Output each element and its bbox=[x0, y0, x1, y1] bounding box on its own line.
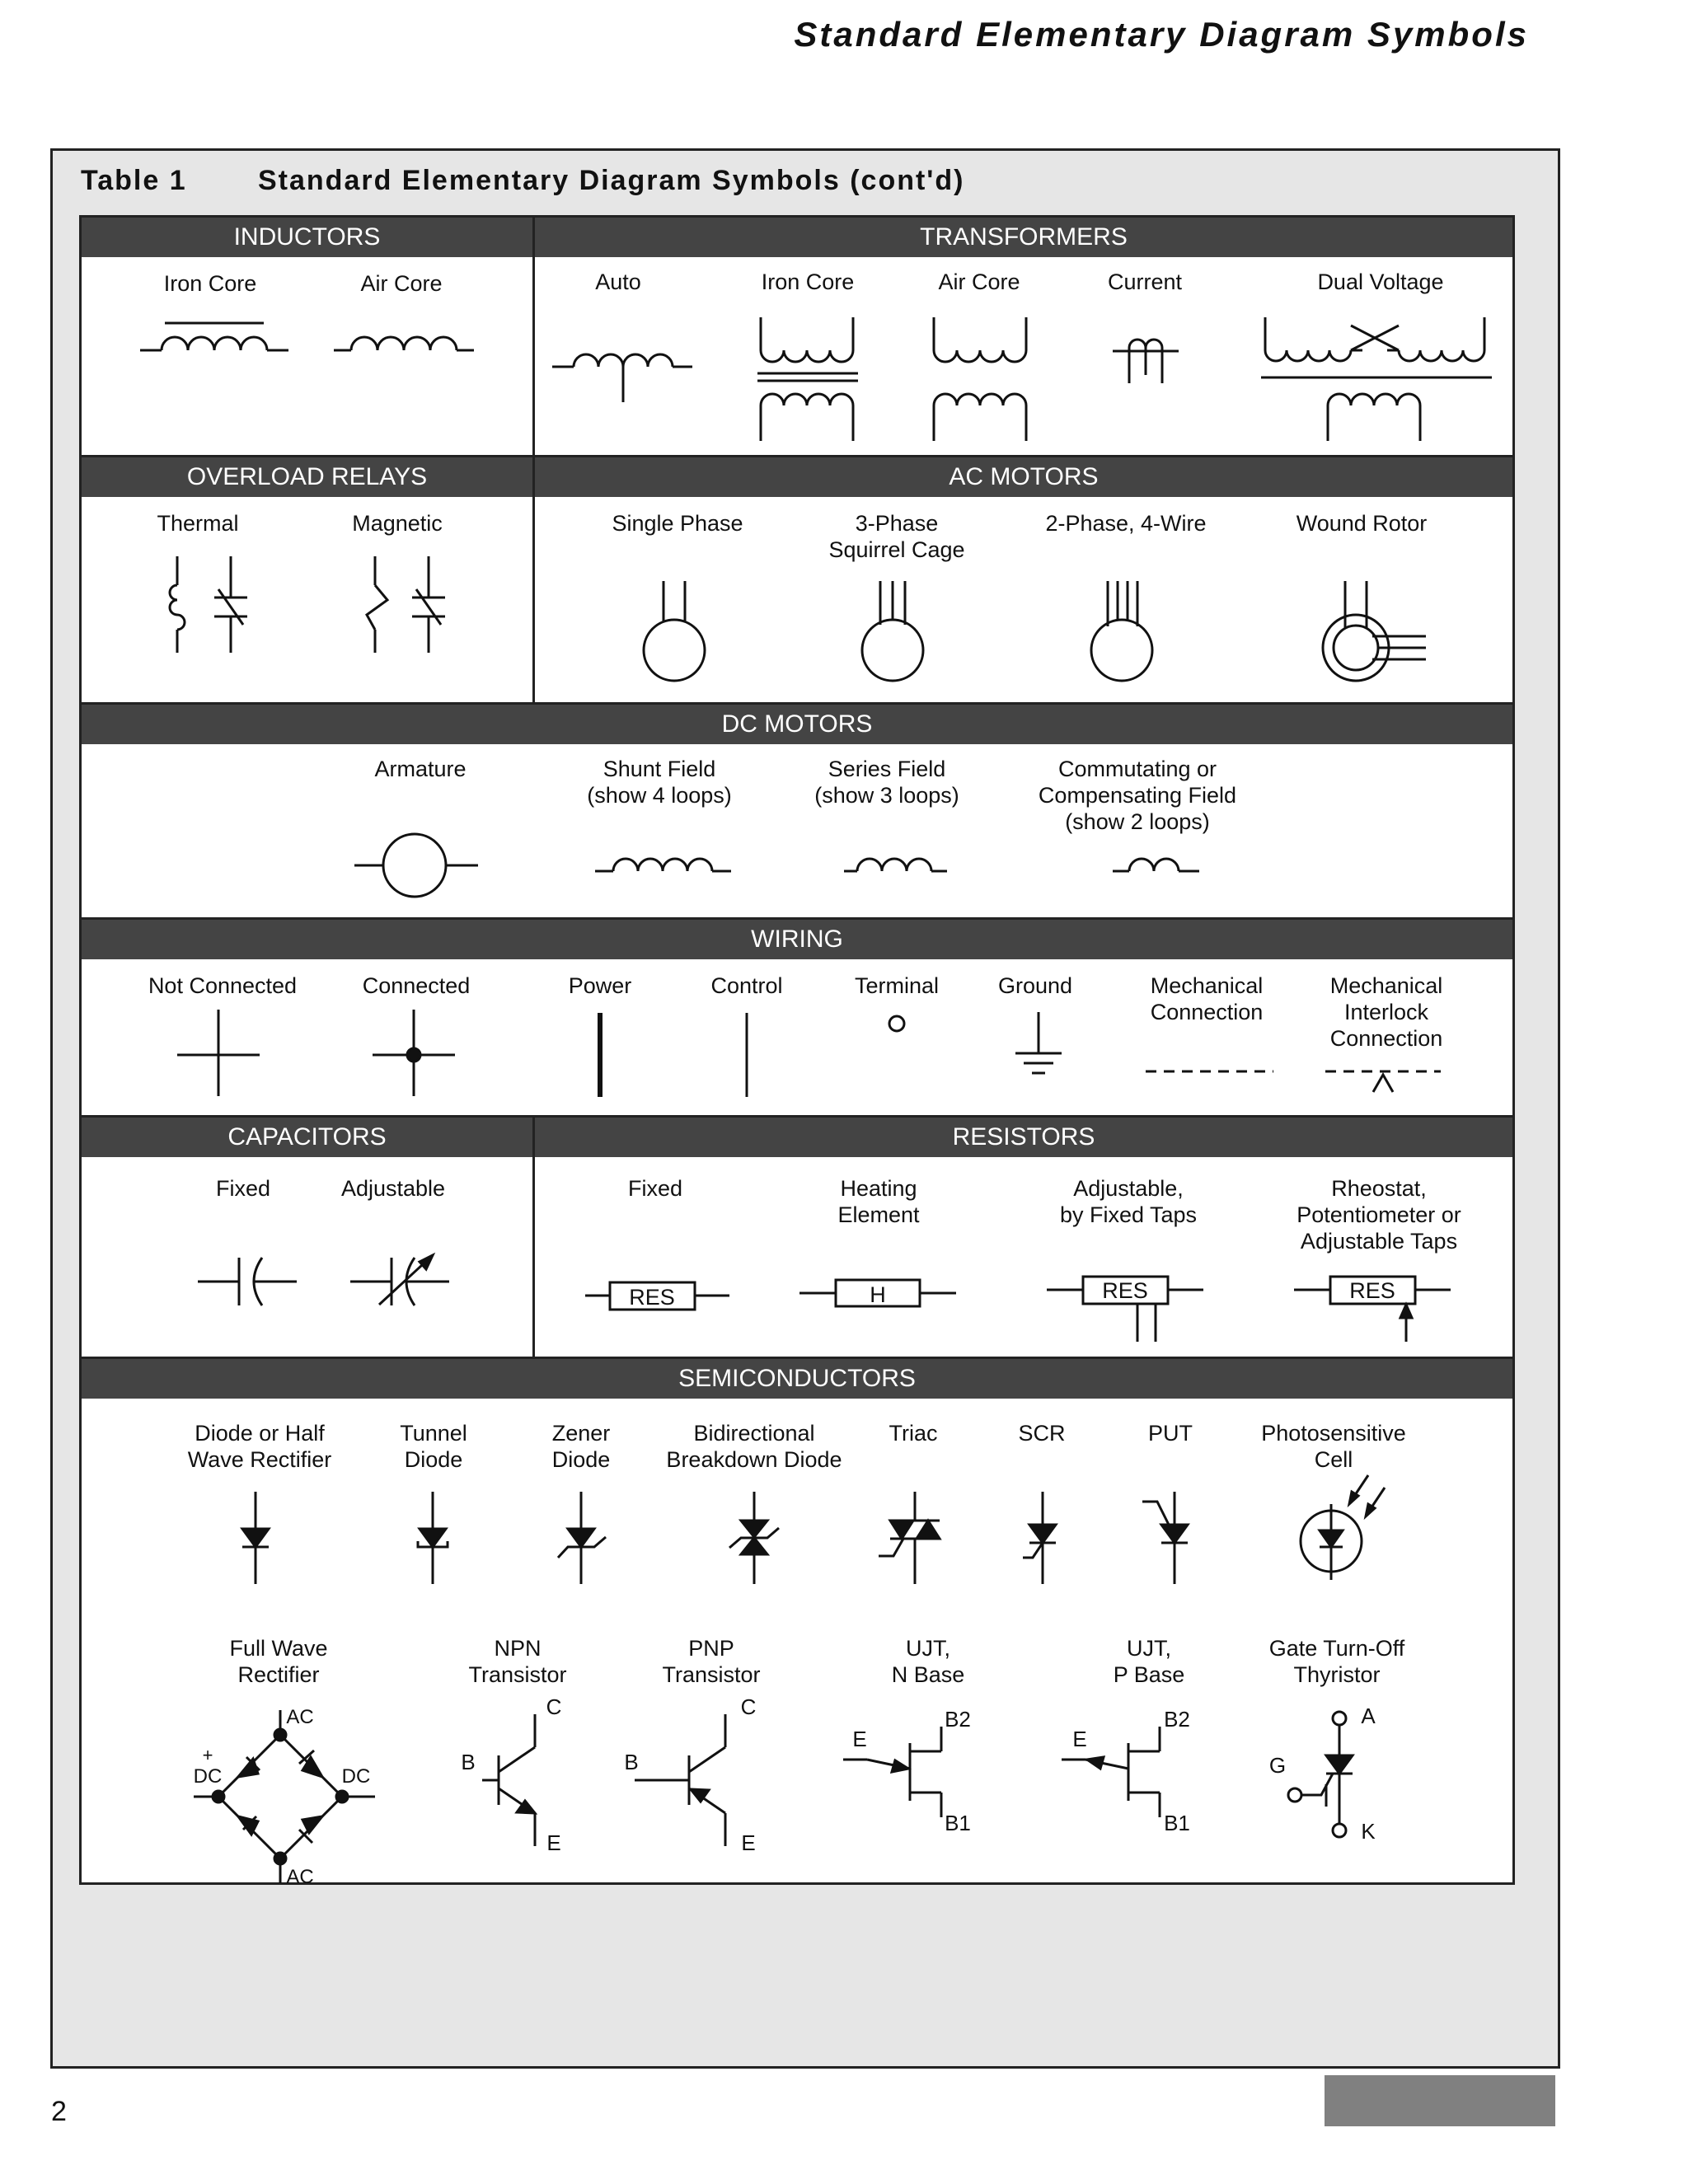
connected-symbol bbox=[373, 1010, 455, 1096]
zener-diode-symbol bbox=[548, 1492, 614, 1586]
label-wiring-ground: Ground bbox=[997, 973, 1073, 998]
label-resistor-fixed: Fixed bbox=[627, 1176, 683, 1201]
not-connected-symbol bbox=[177, 1010, 260, 1096]
fixed-resistor-symbol bbox=[585, 1277, 729, 1315]
label-resistor-rheostat: Rheostat, Potentiometer or Adjustable Taps bbox=[1296, 1176, 1461, 1254]
row-divider bbox=[82, 702, 1512, 705]
pin-gto-k: K bbox=[1361, 1819, 1376, 1844]
label-wiring-not-connected: Not Connected bbox=[148, 973, 298, 998]
label-overload-magnetic: Magnetic bbox=[352, 511, 443, 536]
label-wiring-mechanical-interlock: Mechanical Interlock Connection bbox=[1329, 973, 1443, 1051]
row-divider bbox=[82, 1115, 1512, 1118]
label-transformer-air-core: Air Core bbox=[938, 269, 1020, 294]
ac-motors-header: AC MOTORS bbox=[535, 457, 1512, 497]
column-divider bbox=[532, 218, 535, 457]
table-caption bbox=[81, 165, 964, 197]
diode-symbol bbox=[231, 1492, 280, 1586]
label-pnp-transistor: PNP Transistor bbox=[662, 1636, 761, 1687]
series-field-symbol bbox=[844, 845, 947, 878]
label-transformer-auto: Auto bbox=[595, 269, 641, 294]
label-wiring-connected: Connected bbox=[362, 973, 471, 998]
label-capacitor-fixed: Fixed bbox=[215, 1176, 271, 1201]
page-number: 2 bbox=[51, 2096, 67, 2127]
photosensitive-cell-symbol bbox=[1290, 1471, 1389, 1586]
resistors-header: RESISTORS bbox=[535, 1118, 1512, 1157]
thermal-overload-symbol bbox=[161, 552, 260, 659]
label-ujt-p-base: UJT, P Base bbox=[1113, 1636, 1185, 1687]
rheostat-text: RES bbox=[1349, 1278, 1395, 1303]
current-transformer-symbol bbox=[1113, 330, 1179, 387]
tunnel-diode-symbol bbox=[408, 1492, 457, 1586]
iron-core-inductor-symbol bbox=[140, 313, 288, 363]
mechanical-connection-symbol bbox=[1146, 1067, 1273, 1076]
pin-npn-c: C bbox=[546, 1694, 562, 1719]
label-transformer-current: Current bbox=[1107, 269, 1183, 294]
single-phase-motor-symbol bbox=[639, 577, 713, 684]
label-dc-commutating-field: Commutating or Compensating Field (show 2 loops) bbox=[1038, 757, 1237, 834]
label-put: PUT bbox=[1148, 1421, 1193, 1446]
inductors-header: INDUCTORS bbox=[82, 218, 532, 257]
pin-ac-top: AC bbox=[286, 1706, 314, 1728]
transformers-header: TRANSFORMERS bbox=[535, 218, 1512, 257]
label-dc-series-field: Series Field (show 3 loops) bbox=[814, 757, 959, 808]
iron-core-transformer-symbol bbox=[754, 313, 861, 445]
heating-element-text: H bbox=[870, 1282, 886, 1307]
adjustable-capacitor-symbol bbox=[350, 1249, 449, 1310]
put-symbol bbox=[1137, 1492, 1203, 1586]
air-core-transformer-symbol bbox=[927, 313, 1034, 445]
commutating-field-symbol bbox=[1113, 845, 1199, 878]
label-photosensitive-cell: Photosensitive Cell bbox=[1261, 1421, 1406, 1472]
heating-element-symbol bbox=[799, 1275, 956, 1312]
terminal-symbol bbox=[887, 1014, 907, 1033]
pin-ujt-p-b1: B1 bbox=[1164, 1811, 1190, 1835]
page-header: Standard Elementary Diagram Symbols bbox=[794, 15, 1529, 54]
label-diode: Diode or Half Wave Rectifier bbox=[187, 1421, 332, 1472]
tapped-resistor-symbol bbox=[1047, 1272, 1203, 1346]
pin-ujt-n-b1: B1 bbox=[945, 1811, 971, 1835]
control-wire-symbol bbox=[738, 1010, 755, 1100]
dc-motors-header: DC MOTORS bbox=[82, 705, 1512, 744]
pin-gto-g: G bbox=[1268, 1753, 1287, 1778]
pin-npn-b: B bbox=[461, 1750, 476, 1774]
bidirectional-diode-symbol bbox=[721, 1492, 787, 1586]
label-resistor-adjustable-taps: Adjustable, by Fixed Taps bbox=[1059, 1176, 1198, 1227]
full-wave-rectifier-symbol bbox=[185, 1698, 383, 1896]
row-divider bbox=[82, 1357, 1512, 1359]
mechanical-interlock-symbol bbox=[1325, 1063, 1441, 1096]
label-resistor-heating: Heating Element bbox=[837, 1176, 920, 1227]
label-ac-2-phase: 2-Phase, 4-Wire bbox=[1045, 511, 1207, 536]
label-ac-wound-rotor: Wound Rotor bbox=[1296, 511, 1428, 536]
air-core-inductor-symbol bbox=[334, 313, 474, 363]
tapped-resistor-text: RES bbox=[1102, 1278, 1148, 1303]
label-wiring-terminal: Terminal bbox=[854, 973, 940, 998]
three-phase-motor-symbol bbox=[857, 577, 931, 684]
fixed-resistor-text: RES bbox=[629, 1285, 675, 1310]
row-divider bbox=[82, 455, 1512, 457]
pin-ujt-p-b2: B2 bbox=[1164, 1707, 1190, 1732]
label-triac: Triac bbox=[889, 1421, 938, 1446]
pin-ujt-p-e: E bbox=[1072, 1727, 1087, 1751]
label-bidirectional-diode: Bidirectional Breakdown Diode bbox=[666, 1421, 842, 1472]
label-dc-armature: Armature bbox=[374, 757, 467, 781]
fixed-capacitor-symbol bbox=[198, 1253, 297, 1310]
label-wiring-mechanical-connection: Mechanical Connection bbox=[1150, 973, 1264, 1024]
pin-ujt-n-b2: B2 bbox=[945, 1707, 971, 1732]
armature-symbol bbox=[354, 828, 478, 902]
dual-voltage-transformer-symbol bbox=[1257, 313, 1496, 445]
label-tunnel-diode: Tunnel Diode bbox=[400, 1421, 467, 1472]
label-npn-transistor: NPN Transistor bbox=[468, 1636, 567, 1687]
label-ac-single-phase: Single Phase bbox=[612, 511, 743, 536]
label-wiring-power: Power bbox=[568, 973, 632, 998]
pin-npn-e: E bbox=[546, 1830, 561, 1855]
wiring-header: WIRING bbox=[82, 920, 1512, 959]
label-capacitor-adjustable: Adjustable bbox=[340, 1176, 446, 1201]
overload-relays-header: OVERLOAD RELAYS bbox=[82, 457, 532, 497]
auto-transformer-symbol bbox=[552, 338, 692, 404]
row-divider bbox=[82, 917, 1512, 920]
semiconductors-header: SEMICONDUCTORS bbox=[82, 1359, 1512, 1399]
page-tab-marker bbox=[1325, 2075, 1555, 2126]
label-inductor-air-core: Air Core bbox=[360, 271, 443, 296]
table-number: Table 1 bbox=[81, 165, 187, 196]
rheostat-symbol bbox=[1294, 1272, 1451, 1346]
wound-rotor-motor-symbol bbox=[1319, 577, 1434, 684]
magnetic-overload-symbol bbox=[354, 552, 453, 659]
pin-gto-a: A bbox=[1361, 1704, 1376, 1728]
ground-symbol bbox=[1014, 1012, 1063, 1078]
shunt-field-symbol bbox=[595, 845, 731, 878]
triac-symbol bbox=[874, 1492, 956, 1586]
label-full-wave-rectifier: Full Wave Rectifier bbox=[229, 1636, 328, 1687]
label-inductor-iron-core: Iron Core bbox=[163, 271, 257, 296]
label-overload-thermal: Thermal bbox=[157, 511, 239, 536]
label-scr: SCR bbox=[1018, 1421, 1066, 1446]
pin-ac-bottom: AC bbox=[286, 1866, 314, 1888]
capacitors-header: CAPACITORS bbox=[82, 1118, 532, 1157]
label-transformer-iron-core: Iron Core bbox=[761, 269, 855, 294]
label-gto-thyristor: Gate Turn-Off Thyristor bbox=[1268, 1636, 1405, 1687]
pin-dc-right: DC bbox=[341, 1765, 371, 1788]
pnp-transistor-symbol bbox=[635, 1710, 758, 1850]
scr-symbol bbox=[1018, 1492, 1067, 1586]
pin-dc-plus: + bbox=[202, 1745, 213, 1765]
label-wiring-control: Control bbox=[710, 973, 783, 998]
label-ac-3-phase: 3-Phase Squirrel Cage bbox=[828, 511, 965, 562]
label-transformer-dual-voltage: Dual Voltage bbox=[1317, 269, 1444, 294]
pin-pnp-e: E bbox=[741, 1830, 756, 1855]
pin-pnp-b: B bbox=[624, 1750, 639, 1774]
pin-ujt-n-e: E bbox=[852, 1727, 867, 1751]
pin-dc-left: DC bbox=[193, 1765, 223, 1788]
label-dc-shunt-field: Shunt Field (show 4 loops) bbox=[587, 757, 732, 808]
two-phase-motor-symbol bbox=[1086, 577, 1160, 684]
gto-thyristor-symbol bbox=[1273, 1706, 1364, 1846]
pin-pnp-c: C bbox=[740, 1694, 757, 1719]
label-ujt-n-base: UJT, N Base bbox=[891, 1636, 965, 1687]
table-title: Standard Elementary Diagram Symbols (cont'd) bbox=[258, 165, 965, 196]
column-divider bbox=[532, 1118, 535, 1359]
power-wire-symbol bbox=[592, 1010, 608, 1100]
column-divider bbox=[532, 457, 535, 705]
label-zener-diode: Zener Diode bbox=[551, 1421, 611, 1472]
